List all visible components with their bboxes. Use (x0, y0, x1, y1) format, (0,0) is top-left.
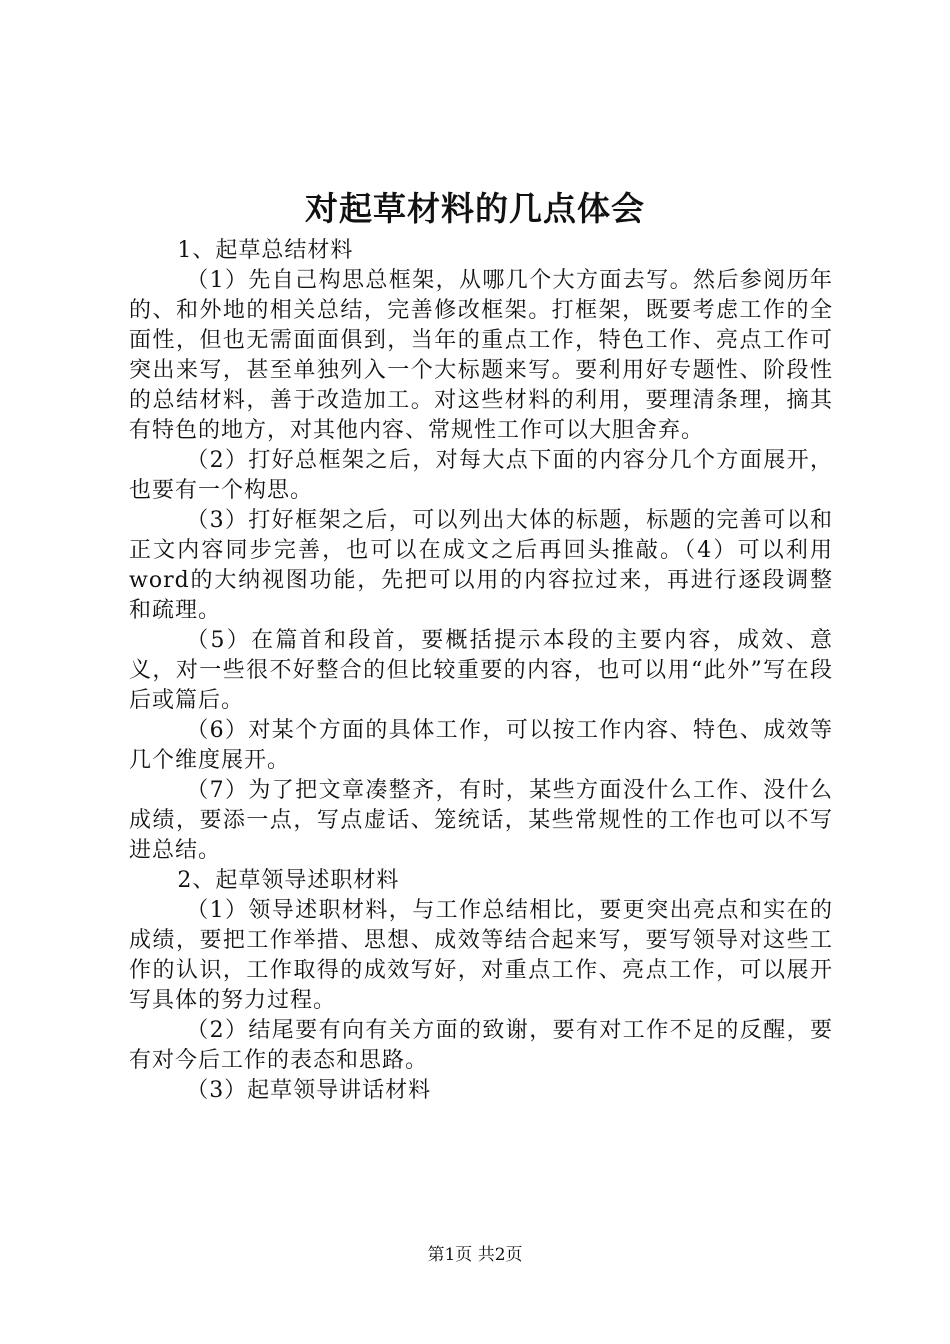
paragraph: （3）打好框架之后，可以列出大体的标题，标题的完善可以和正文内容同步完善，也可以在成文之后再回头推敲。（4）可以利用word的大纳视图功能，先把可以用的内容拉过来，再进行逐段调整和疏理。 (129, 508, 833, 623)
paragraph: （3）起草领导讲话材料 (186, 1078, 432, 1103)
document-body (129, 236, 833, 1106)
paragraph: （2）打好总框架之后，对每大点下面的内容分几个方面展开，也要有一个构思。 (129, 448, 833, 503)
page-footer: 第1页 共2页 (427, 1245, 523, 1265)
document-title: 对起草材料的几点体会 (305, 189, 645, 228)
paragraph: （5）在篇首和段首，要概括提示本段的主要内容，成效、意义，对一些很不好整合的但比较重要的内容，也可以用“此外”写在段后或篇后。 (129, 628, 833, 713)
paragraph: （2）结尾要有向有关方面的致谢，要有对工作不足的反醒，要有对今后工作的表态和思路。 (129, 1018, 833, 1073)
section-heading: 2、起草领导述职材料 (177, 868, 400, 893)
paragraph: （1）先自己构思总框架，从哪几个大方面去写。然后参阅历年的、和外地的相关总结，完善修改框架。打框架，既要考虑工作的全面性，但也无需面面俱到，当年的重点工作，特色工作、亮点工作可突出来写，甚至单独列入一个大标题来写。要利用好专题性、阶段性的总结材料，善于改造加工。对这些材料的利用，要理清条理，摘其有特色的地方，对其他内容、常规性工作可以大胆舍弃。 (129, 268, 833, 443)
paragraph: （1）领导述职材料，与工作总结相比，要更突出亮点和实在的成绩，要把工作举措、思想、成效等结合起来写，要写领导对这些工作的认识，工作取得的成效写好，对重点工作、亮点工作，可以展开写具体的努力过程。 (129, 898, 833, 1013)
paragraph: （7）为了把文章凑整齐，有时，某些方面没什么工作、没什么成绩，要添一点，写点虚话、笼统话，某些常规性的工作也可以不写进总结。 (129, 778, 833, 863)
paragraph: （6）对某个方面的具体工作，可以按工作内容、特色、成效等几个维度展开。 (129, 718, 833, 773)
section-heading: 1、起草总结材料 (177, 238, 354, 263)
